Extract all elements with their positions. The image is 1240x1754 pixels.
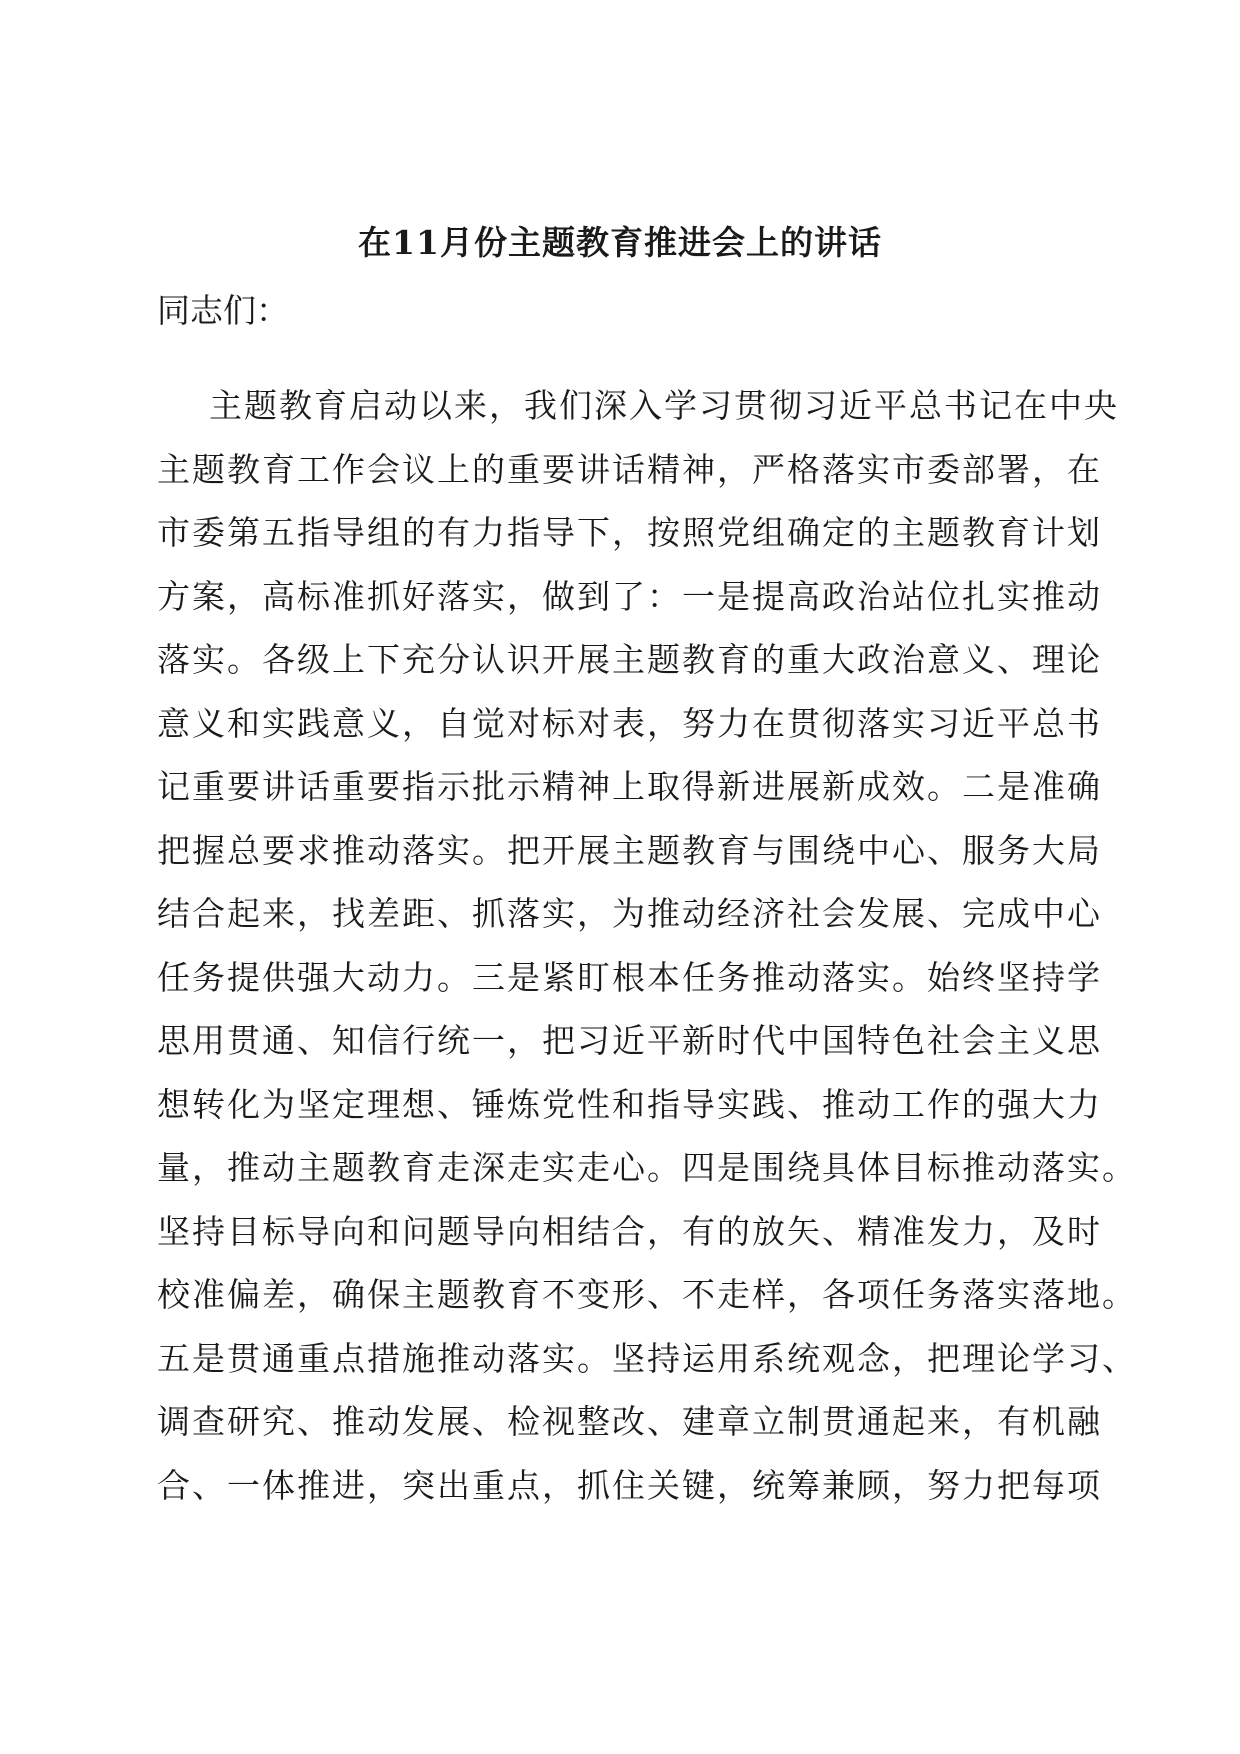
paragraph-line: 量，推动主题教育走深走实走心。四是围绕具体目标推动落实。	[157, 1148, 1137, 1187]
paragraph-line: 记重要讲话重要指示批示精神上取得新进展新成效。二是准确	[157, 767, 1102, 806]
paragraph-line: 合、一体推进，突出重点，抓住关键，统筹兼顾，努力把每项	[157, 1465, 1102, 1505]
paragraph-line: 想转化为坚定理想、锤炼党性和指导实践、推动工作的强大力	[157, 1084, 1102, 1124]
paragraph-line: 结合起来，找差距、抓落实，为推动经济社会发展、完成中心	[157, 894, 1102, 933]
body-paragraph	[157, 374, 1137, 1517]
paragraph-line: 校准偏差，确保主题教育不变形、不走样，各项任务落实落地。	[157, 1275, 1137, 1314]
paragraph-line: 市委第五指导组的有力指导下，按照党组确定的主题教育计划	[157, 513, 1102, 552]
paragraph-line: 意义和实践意义，自觉对标对表，努力在贯彻落实习近平总书	[157, 703, 1102, 743]
paragraph-line: 思用贯通、知信行统一，把习近平新时代中国特色社会主义思	[157, 1021, 1102, 1060]
paragraph-line: 落实。各级上下充分认识开展主题教育的重大政治意义、理论	[157, 640, 1102, 679]
paragraph-line: 坚持目标导向和问题导向相结合，有的放矢、精准发力，及时	[157, 1211, 1102, 1251]
paragraph-line: 主题教育工作会议上的重要讲话精神，严格落实市委部署，在	[157, 449, 1102, 489]
paragraph-line: 调查研究、推动发展、检视整改、建章立制贯通起来，有机融	[157, 1402, 1102, 1441]
paragraph-line: 主题教育启动以来，我们深入学习贯彻习近平总书记在中央	[209, 386, 1119, 425]
paragraph-line: 把握总要求推动落实。把开展主题教育与围绕中心、服务大局	[157, 830, 1102, 870]
paragraph-line: 方案，高标准抓好落实，做到了：一是提高政治站位扎实推动	[157, 576, 1102, 616]
paragraph-line: 任务提供强大动力。三是紧盯根本任务推动落实。始终坚持学	[157, 957, 1102, 997]
document-title: 在11月份主题教育推进会上的讲话	[358, 223, 882, 262]
salutation: 同志们：	[157, 291, 289, 330]
paragraph-line: 五是贯通重点措施推动落实。坚持运用系统观念，把理论学习、	[157, 1338, 1137, 1378]
